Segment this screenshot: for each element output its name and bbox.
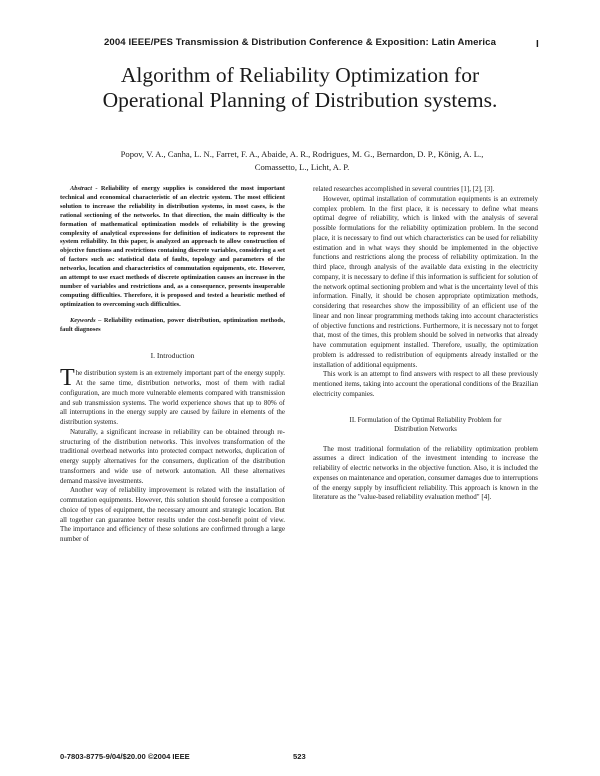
section-2-heading-line-2: Distribution Networks [394, 425, 457, 433]
title-line-2: Operational Planning of Distribution systems. [102, 88, 498, 112]
right-column [313, 185, 538, 503]
intro-paragraph-1-text: distribution system is an extremely important part of the energy supply. At the same time, distribution networks, most of them with radial configuration, are much more vulnerable elements compared with transmission and sub transmission systems. The world experience shows that up to 80% of all interruptions in the energy supply are caused by failure in elements of the distribution systems. [60, 369, 285, 426]
right-paragraph-2: However, optimal installation of commutation equipments is an extremely complex problem. In the first place, it is necessary to define what means optimal degree of reliability, which is linked with the analysis of several possible formulations for the reliability optimization problem. In the second place, it is necessary to find out which characteristics can be used for reliability estimation and in what ways they should be implemented in the objective functions and restrictions along the process of reliability optimization. In the third place, through analysis of the available data existing in the electricity company, it is necessary to define if this information is sufficient for solution of the network optimal sectioning problem and what is the uncertainty level of this information. Finally, it should be chosen appropriate optimization methods, considering that researches show the impossibility of an efficient use of the linear and non linear programming methods taking into account characteristics of objective functions and restrictions. Furthermore, it is necessary not to forget that, most of the times, this problem should be solved in networks that already have commutation equipment installed. Therefore, usually, the optimization problem is addressed to redistribution of equipments already installed or the installation of additional equipments. [313, 194, 538, 369]
footer-isbn: 0-7803-8775-9/04/$20.00 ©2004 IEEE [60, 752, 190, 761]
intro-paragraph-2: Naturally, a significant increase in reliability can be obtained through re-structuring of the distribution networks. This involves transformation of the traditional overhead networks into protected compact networks, duplication of energy supply alternatives for the consumers, duplication of the distribution transformers and wide use of network automation. All these alternatives demand massive investments. [60, 427, 285, 485]
abstract-text: - Reliability of energy supplies is considered the most important technical and economical characteristic of an electric system. The most efficient solution to increase the reliability in distribution systems, in most cases, is the rational sectioning of the networks. In that direction, the main difficulty is the formation of mathematical optimization models of reliability is the growing complexity of analytical expressions for definition of indicators to represent the system reliability. In this paper, is analyzed an approach to allow construction of objective functions and restrictions containing discrete variables, considering a set of factors such as: statistical data of faults, topology and parameters of the networks, location and characteristics of commutation equipments, etc. However, an attempt to use exact methods of discrete optimization causes an increase in the number of variables and restrictions and, as a consequence, presents insuperable computing difficulties. Therefore, it is proposed and tested a heuristic method of optimization to overcoming such difficulties. [60, 185, 285, 308]
title-line-1: Algorithm of Reliability Optimization for [120, 63, 480, 87]
right-paragraph-3: This work is an attempt to find answers with respect to all these previously mentioned items, taking into account the operational conditions of the Brazilian electricity companies. [313, 370, 538, 398]
keywords-label: Keywords [70, 316, 96, 324]
right-paragraph-4: The most traditional formulation of the reliability optimization problem assumes a direct indication of the investment intending to increase the reliability of electric networks in the objective function. Also, it is included the expenses on maintenance and operation, consumer damages due to interruptions of the energy supply by insufficient reliability. This approach is known in the literature as the "value-based reliability evaluation method" [4]. [313, 444, 538, 502]
abstract-label: Abstract [70, 185, 93, 192]
top-page-mark: I [536, 39, 539, 50]
intro-paragraph-1 [60, 365, 285, 428]
footer-page-number: 523 [293, 752, 306, 761]
intro-dropcap-word: The [60, 365, 83, 392]
paper-title [40, 63, 560, 113]
left-column [60, 185, 285, 545]
section-heading-introduction: I. Introduction [150, 350, 195, 360]
keywords-text: – Reliability estimation, power distribution, optimization methods, fault diagnoses [60, 316, 285, 333]
authors-line-1: Popov, V. A., Canha, L. N., Farret, F. A., Abaide, A. R., Rodrigues, M. G., Bernardon, D. P., König, A. L., [120, 149, 484, 159]
keywords [60, 317, 285, 335]
right-paragraph-1: related researches accomplished in several countries [1], [2], [3]. [313, 185, 495, 193]
conference-header: 2004 IEEE/PES Transmission & Distribution Conference & Exposition: Latin America [103, 37, 497, 48]
author-list [72, 148, 532, 174]
section-2-heading-line-1: II. Formulation of the Optimal Reliability Problem for [349, 415, 502, 424]
authors-line-2: Comassetto, L., Licht, A. P. [254, 162, 350, 172]
intro-paragraph-3: Another way of reliability improvement is related with the installation of commutation equipments. However, this solution should foresee a composition choice of types of equipment, the necessary amount and strategic location. But all together can guarantee better results under the cost-benefit point of view. The importance and efficiency of these solutions are confirmed through a large number of [60, 486, 285, 543]
abstract [60, 185, 285, 310]
section-heading-formulation [313, 416, 538, 435]
